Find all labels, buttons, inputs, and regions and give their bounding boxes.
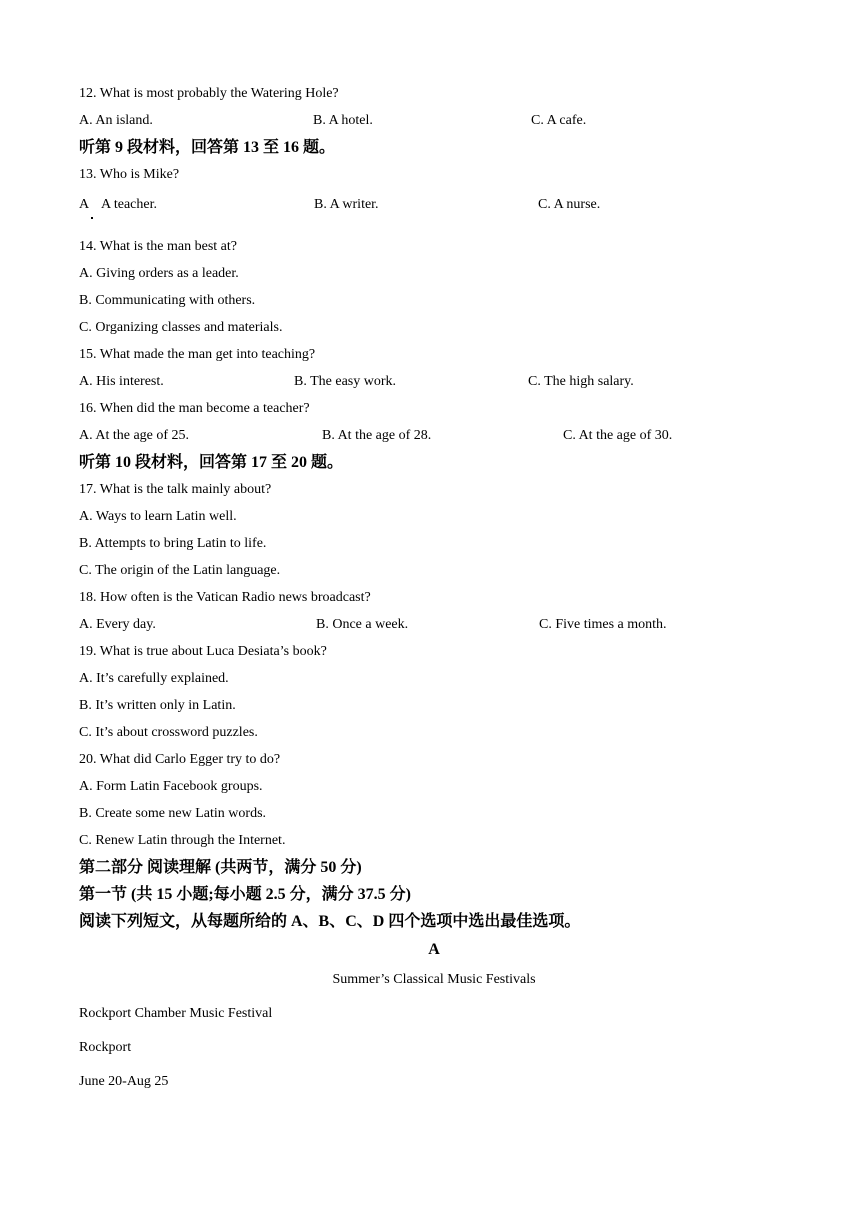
q13-option-b: B. A writer. [314, 197, 379, 212]
question-16: 16. When did the man become a teacher? [79, 401, 310, 416]
q14-option-b: B. Communicating with others. [79, 293, 256, 308]
q12-option-c: C. A cafe. [531, 113, 587, 128]
question-20: 20. What did Carlo Egger try to do? [79, 752, 281, 767]
q20-option-a: A. Form Latin Facebook groups. [79, 779, 263, 794]
question-17: 17. What is the talk mainly about? [79, 482, 272, 497]
q13-option-c: C. A nurse. [538, 197, 601, 212]
q17-option-c: C. The origin of the Latin language. [79, 563, 281, 578]
part-2-heading: 第二部分 阅读理解 (共两节，满分 50 分) [79, 859, 362, 876]
q19-option-c: C. It’s about crossword puzzles. [79, 725, 258, 740]
q18-option-a: A. Every day. [79, 617, 156, 632]
passage-title: Summer’s Classical Music Festivals [332, 972, 536, 987]
reading-instruction: 阅读下列短文，从每题所给的 A、B、C、D 四个选项中选出最佳选项。 [79, 913, 581, 930]
q16-option-b: B. At the age of 28. [322, 428, 432, 443]
q15-option-a: A. His interest. [79, 374, 164, 389]
q15-option-c: C. The high salary. [528, 374, 634, 389]
q18-option-b: B. Once a week. [316, 617, 409, 632]
q13-option-a-letter: A [79, 197, 90, 212]
section-1-heading: 第一节 (共 15 小题;每小题 2.5 分，满分 37.5 分) [79, 886, 411, 903]
q14-option-a: A. Giving orders as a leader. [79, 266, 239, 281]
section-9-heading: 听第 9 段材料，回答第 13 至 16 题。 [79, 139, 336, 156]
festival-name: Rockport Chamber Music Festival [79, 1006, 273, 1021]
q13-option-a: A teacher. [101, 197, 157, 212]
question-18: 18. How often is the Vatican Radio news broadcast? [79, 590, 371, 605]
q16-option-c: C. At the age of 30. [563, 428, 673, 443]
question-19: 19. What is true about Luca Desiata’s book? [79, 644, 327, 659]
q18-option-c: C. Five times a month. [539, 617, 667, 632]
q16-option-a: A. At the age of 25. [79, 428, 190, 443]
q14-option-c: C. Organizing classes and materials. [79, 320, 283, 335]
q20-option-b: B. Create some new Latin words. [79, 806, 267, 821]
passage-letter: A [428, 941, 440, 958]
q15-option-b: B. The easy work. [294, 374, 396, 389]
section-10-heading: 听第 10 段材料，回答第 17 至 20 题。 [79, 454, 344, 471]
q19-option-a: A. It’s carefully explained. [79, 671, 229, 686]
stray-dot [91, 217, 93, 219]
q17-option-b: B. Attempts to bring Latin to life. [79, 536, 267, 551]
festival-location: Rockport [79, 1040, 132, 1055]
festival-dates: June 20-Aug 25 [79, 1074, 169, 1089]
q19-option-b: B. It’s written only in Latin. [79, 698, 236, 713]
q20-option-c: C. Renew Latin through the Internet. [79, 833, 286, 848]
question-13: 13. Who is Mike? [79, 167, 180, 182]
question-12: 12. What is most probably the Watering Hole? [79, 86, 339, 101]
q12-option-b: B. A hotel. [313, 113, 373, 128]
question-15: 15. What made the man get into teaching? [79, 347, 316, 362]
question-14: 14. What is the man best at? [79, 239, 237, 254]
q17-option-a: A. Ways to learn Latin well. [79, 509, 237, 524]
q12-option-a: A. An island. [79, 113, 153, 128]
